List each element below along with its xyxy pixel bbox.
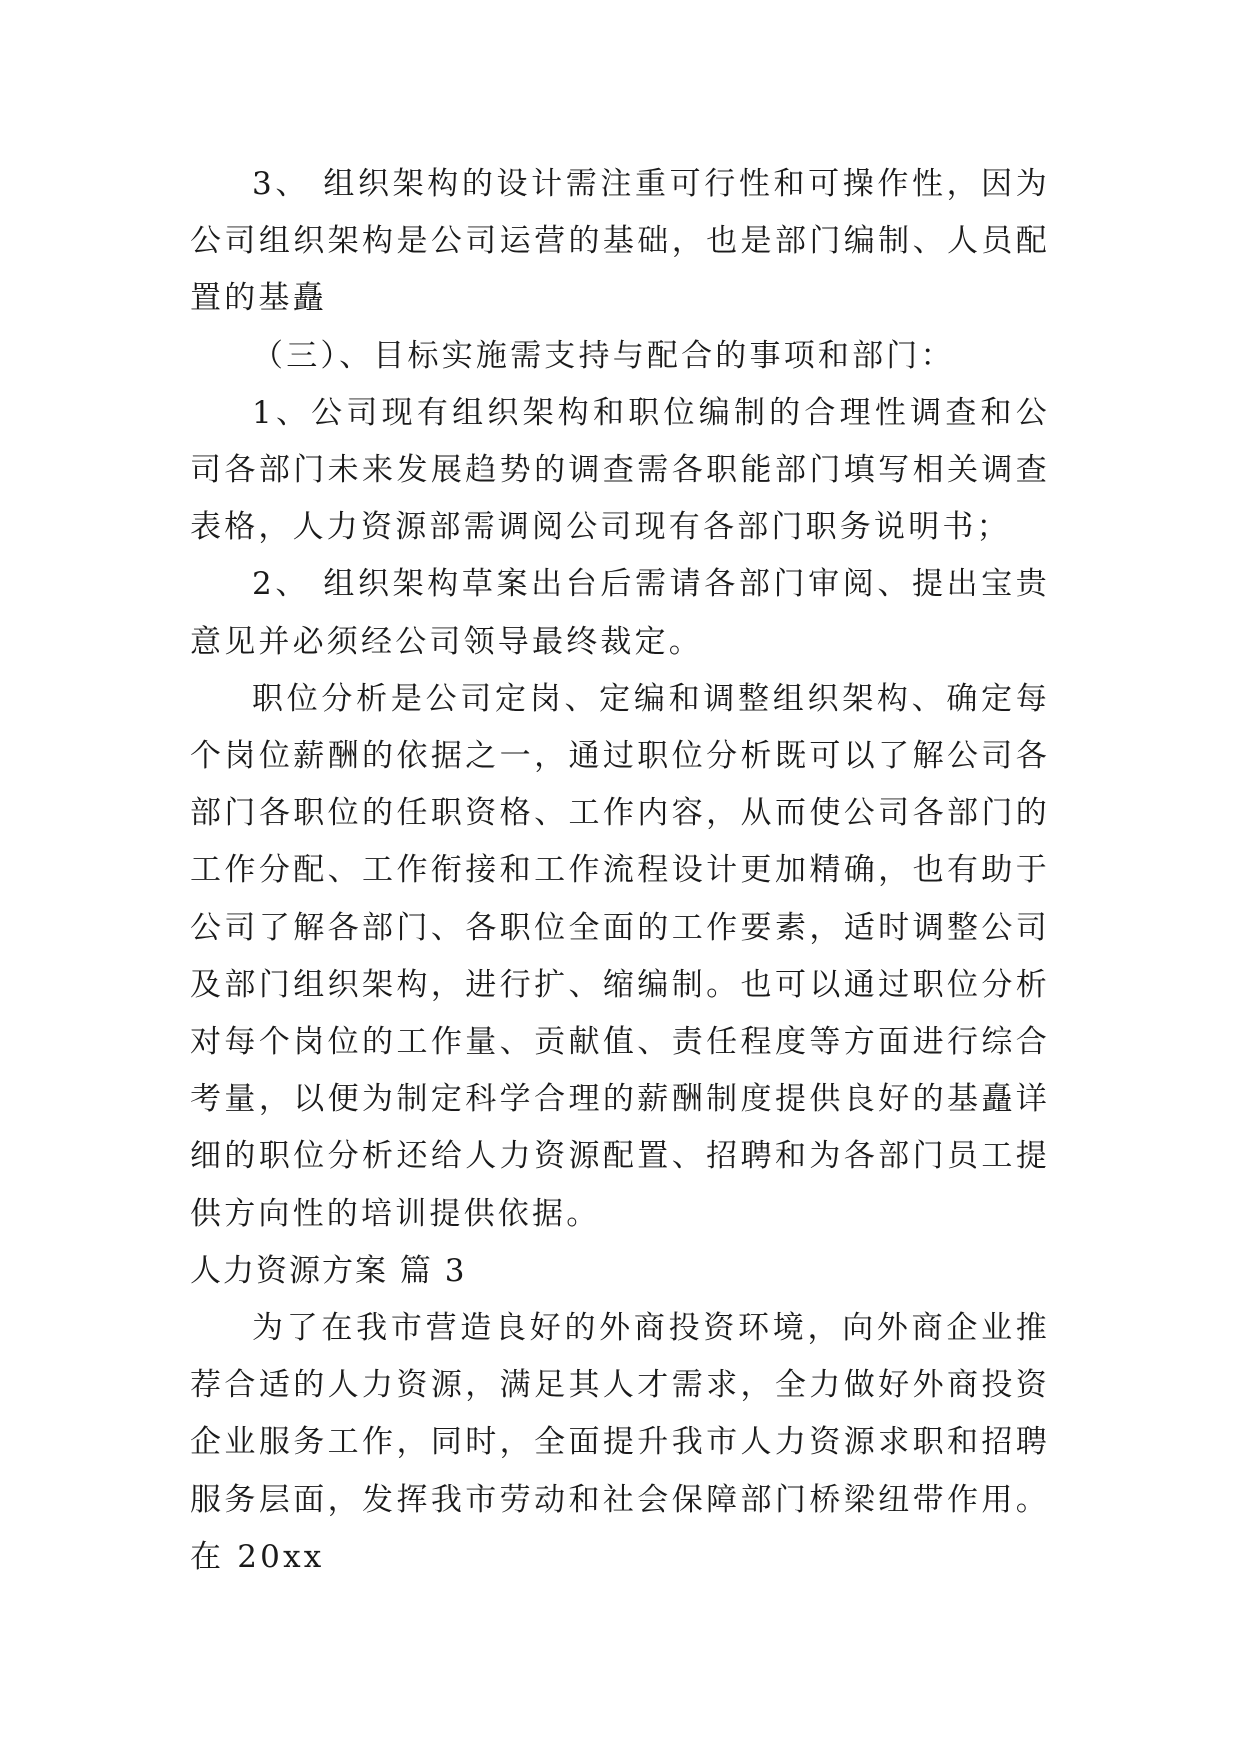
paragraph-foreign-investment: 为了在我市营造良好的外商投资环境，向外商企业推荐合适的人力资源，满足其人才需求，全力做好外商投资企业服务工作，同时，全面提升我市人力资源求职和招聘服务层面，发挥我市劳动和社会保障部门桥梁纽带作用。在 20xx: [190, 1310, 1050, 1575]
paragraph-design-feasibility: 3、 组织架构的设计需注重可行性和可操作性，因为公司组织架构是公司运营的基础，也是部门编制、人员配置的基矗: [190, 166, 1050, 317]
paragraph-survey-item: 1、公司现有组织架构和职位编制的合理性调查和公司各部门未来发展趋势的调查需各职能部门填写相关调查表格，人力资源部需调阅公司现有各部门职务说明书；: [190, 394, 1050, 546]
paragraph-job-analysis: 职位分析是公司定岗、定编和调整组织架构、确定每个岗位薪酬的依据之一，通过职位分析既可以了解公司各部门各职位的任职资格、工作内容，从而使公司各部门的工作分配、工作衔接和工作流程设计更加精确，也有助于公司了解各部门、各职位全面的工作要素，适时调整公司及部门组织架构，进行扩、缩编制。也可以通过职位分析对每个岗位的工作量、贡献值、责任程度等方面进行综合考量，以便为制定科学合理的薪酬制度提供良好的基矗详细的职位分析还给人力资源配置、招聘和为各部门员工提供方向性的培训提供依据。: [190, 680, 1050, 1232]
document-body: [190, 156, 1050, 1586]
paragraph-section-three-heading: （三）、目标实施需支持与配合的事项和部门：: [252, 337, 955, 374]
paragraph-draft-review-item: 2、 组织架构草案出台后需请各部门审阅、提出宝贵意见并必须经公司领导最终裁定。: [190, 566, 1050, 660]
section-title-plan-3: 人力资源方案 篇 3: [190, 1252, 467, 1289]
